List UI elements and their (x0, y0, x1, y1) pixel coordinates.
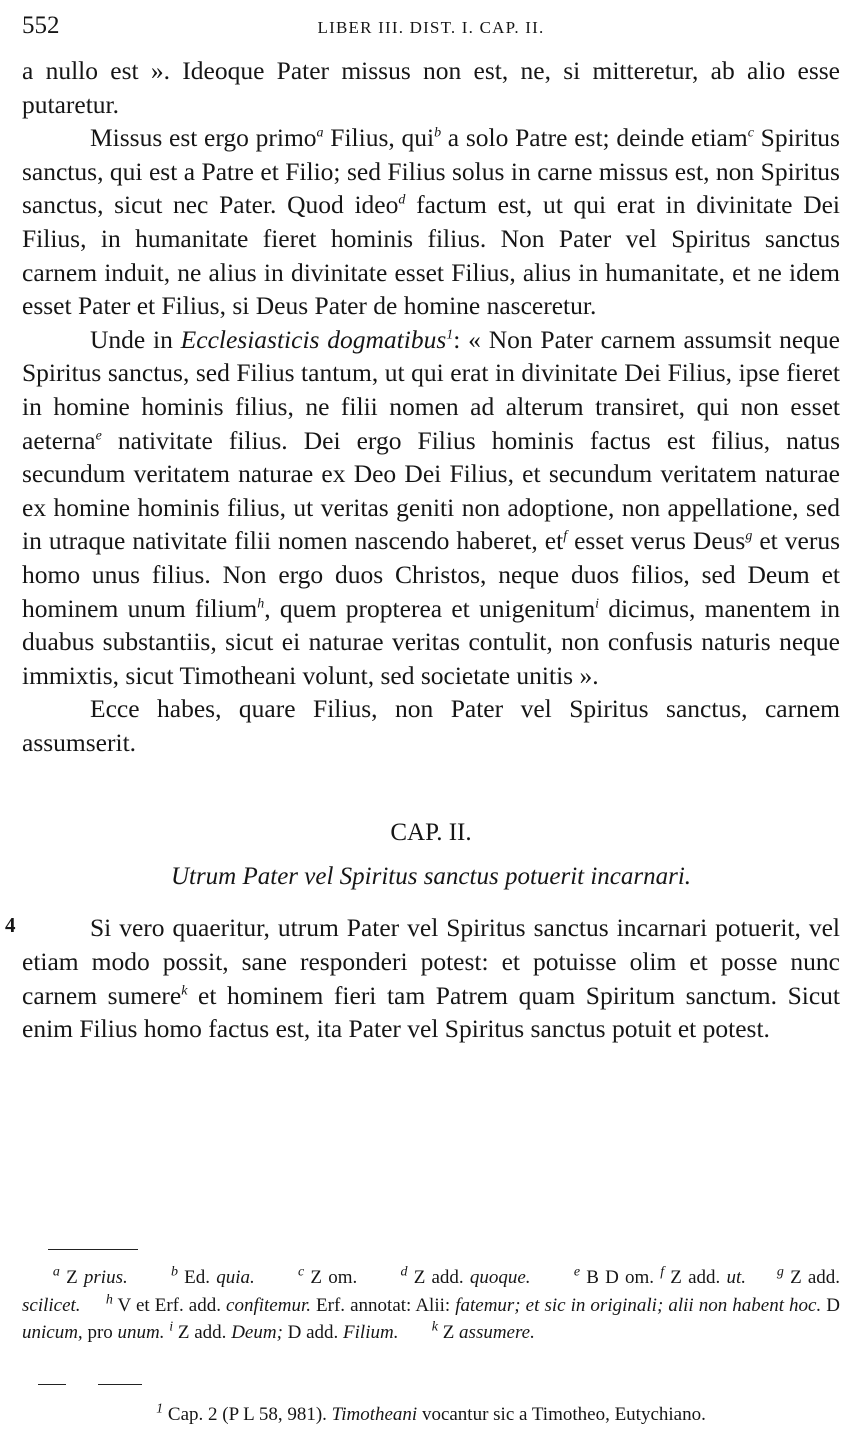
paragraph-1: a nullo est ». Ideoque Pater missus non est, ne, si mitteretur, ab alio esse putaretur. (22, 56, 840, 119)
paragraph-5-row (5, 911, 840, 1045)
note-mark: a (316, 125, 324, 141)
note-mark: g (745, 528, 753, 544)
note-mark: d (398, 192, 406, 208)
page-number: 552 (22, 12, 60, 39)
note-mark: e (95, 428, 102, 444)
running-head: LIBER III. DIST. I. CAP. II. (317, 18, 545, 37)
chapter-title: CAP. II. (390, 819, 472, 847)
footnote-divider-2 (98, 1384, 142, 1385)
note-mark: b (434, 125, 442, 141)
footnote-divider-1 (38, 1384, 66, 1385)
main-text (5, 54, 841, 1046)
note-mark: k (181, 983, 188, 999)
apparatus-divider (48, 1249, 138, 1250)
paragraph-5: Si vero quaeritur, utrum Pater vel Spiritus sanctus incarnari potuerit, vel etiam modo possit, sane responderi potest: et potuisse olim et posse nunc carnem sumere$^k$ et hominem fieri tam Patrem quam Spiritum sanctum. Sicut enim Filius homo factus est, ita Pater vel Spiritus sanctus potuit et potest. (22, 913, 840, 1044)
paragraph-2: Missus est ergo primo$^a$ Filius, qui$^b$ a solo Patre est; deinde etiam$^c$ Spiritus sanctus, qui est a Patre et Filio; sed Filius solus in carne missus est, non Spiritus sanctus, sicut nec Pater. Quod ideo$^d$ factum est, ut qui erat in divinitate Dei Filius, in humanitate fieret hominis filius. Non Pater vel Spiritus sanctus carnem induit, ne alius in divinitate esset Filius, alius in humanitate, et ne idem esset Pater et Filius, si Deus Pater de homine nasceretur. (22, 123, 841, 321)
note-mark: f (563, 528, 568, 544)
variant-apparatus: $^a$ Z prius. $^b$ Ed. quia. $^c$ Z om. $^d$ Z add. quoque. $^e$ B D om. $^f$ Z add. ut. $^g$ Z add. scilicet. $^h$ V et Erf. add. confitemur. Erf. annotat: Alii: fatemur; et sic in originali; alii non habent hoc. D unicum, pro unum. $^i$ Z add. Deum; D add. Filium. $^k$ Z assumere. (22, 1264, 841, 1343)
note-mark: c (747, 125, 754, 141)
note-mark: i (595, 596, 600, 611)
work-title: Ecclesiasticis dogmatibus (180, 324, 447, 354)
note-mark: h (257, 596, 265, 611)
footnote: $^1$ Cap. 2 (P L 58, 981). Timotheani vocantur sic a Timotheo, Eutychiano. (156, 1401, 706, 1425)
paragraph-number: 4 (5, 913, 16, 938)
chapter-subtitle: Utrum Pater vel Spiritus sanctus potuerit incarnari. (170, 863, 692, 891)
paragraph-4: Ecce habes, quare Filius, non Pater vel Spiritus sanctus, carnem assumserit. (22, 694, 840, 757)
footnote-mark: 1 (446, 327, 454, 343)
page-header (22, 12, 840, 46)
paragraph-3: Unde in Ecclesiasticis dogmatibus$^1$: « Non Pater carnem assumsit neque Spiritus sanctus, sed Filius tantum, ut qui erat in divinitate Dei Filius, ipse fieret in homine hominis filius, ne filii nomen ad alterum transiret, qui non esset aeterna$^e$ nativitate filius. Dei ergo Filius hominis factus est filius, natus secundum veritatem naturae ex Deo Dei Filius, et secundum veritatem naturae ex homine hominis filius, ut veritas geniti non adoptione, non appellatione, sed in utraque nativitate filii nomen nascendo haberet, $et^f$ esset verus Deus$^g$ et verus homo unus filius. Non ergo duos Christos, neque duos filios, sed Deum et hominem unum filium$^h$, quem propterea et unigenitum$^i$ dicimus, manentem in duabus substantiis, sicut ei naturae veritas contulit, non confusis naturis neque immixtis, sicut Timotheani volunt, sed societate unitis ». (22, 324, 840, 690)
